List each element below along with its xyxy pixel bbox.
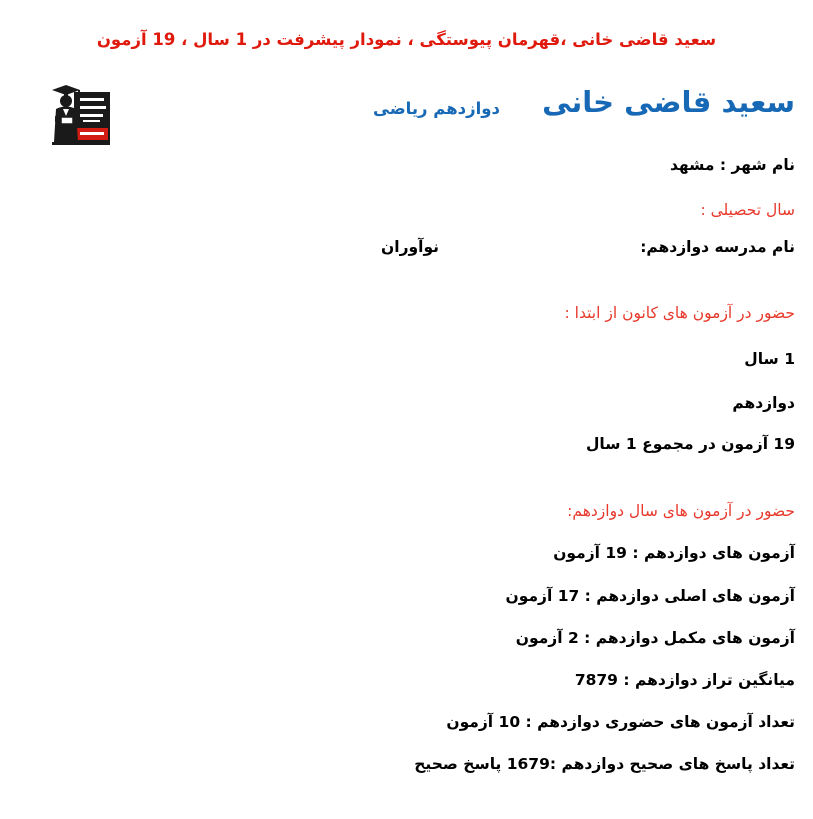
current-year-row: آزمون های دوازدهم : 19 آزمون: [553, 544, 795, 562]
current-year-row: تعداد پاسخ های صحیح دوازدهم :1679 پاسخ صحیح: [414, 755, 795, 773]
current-year-row: آزمون های مکمل دوازدهم : 2 آزمون: [515, 629, 795, 647]
current-year-row: آزمون های اصلی دوازدهم : 17 آزمون: [505, 587, 795, 605]
current-year-row: میانگین تراز دوازدهم : 7879: [574, 671, 795, 689]
page-title: سعید قاضی خانی ،قهرمان پیوستگی ، نمودار پیشرفت در 1 سال ، 19 آزمون: [96, 30, 717, 49]
school-value: نوآوران: [381, 238, 439, 256]
current-year-row: تعداد آزمون های حضوری دوازدهم : 10 آزمون: [446, 713, 795, 731]
history-heading: حضور در آزمون های کانون از ابتدا :: [564, 304, 795, 322]
student-grade: دوازدهم ریاضی: [373, 99, 500, 118]
city-line: نام شهر : مشهد: [669, 156, 795, 174]
school-label: نام مدرسه دوازدهم:: [640, 238, 795, 256]
current-year-heading: حضور در آزمون های سال دوازدهم:: [567, 502, 795, 520]
history-total-exams: 19 آزمون در مجموع 1 سال: [585, 435, 795, 453]
student-name: سعید قاضی خانی: [542, 85, 795, 119]
academic-year-line: سال تحصیلی :: [700, 201, 795, 219]
kanoon-logo: [44, 76, 116, 150]
kanoon-logo-icon: [44, 76, 116, 150]
history-grade: دوازدهم: [732, 394, 795, 412]
history-years: 1 سال: [744, 350, 795, 368]
